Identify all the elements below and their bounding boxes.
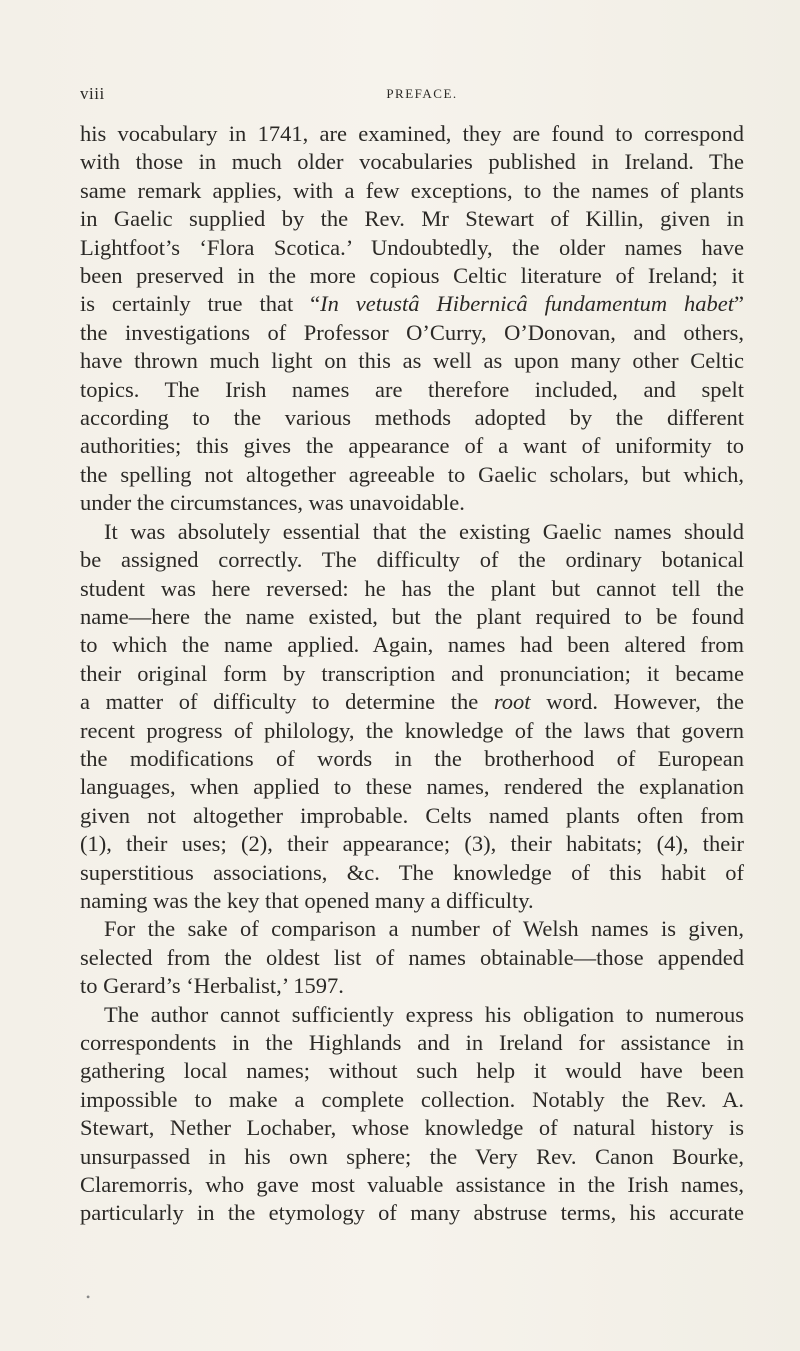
text-line: same remark applies, with a few exceptions, to the names of plants bbox=[80, 177, 744, 203]
text-run: a matter of difficulty to determine the bbox=[80, 689, 494, 715]
text-line: given not altogether improbable. Celts named plants often from bbox=[80, 802, 744, 828]
text-line: gathering local names; without such help it would have been bbox=[80, 1058, 744, 1084]
text-line: to which the name applied. Again, names had been altered from bbox=[80, 632, 744, 658]
text-line bbox=[80, 688, 744, 716]
text-line: topics. The Irish names are therefore included, and spelt bbox=[80, 376, 744, 402]
text-line: impossible to make a complete collection. Notably the Rev. A. bbox=[80, 1086, 744, 1112]
text-line: be assigned correctly. The difficulty of the ordinary botanical bbox=[80, 547, 744, 573]
text-run: is certainly true that “ bbox=[80, 291, 321, 317]
text-line: unsurpassed in his own sphere; the Very Rev. Canon Bourke, bbox=[80, 1143, 744, 1169]
text-line: recent progress of philology, the knowledge of the laws that govern bbox=[80, 717, 744, 743]
text-line: the spelling not altogether agreeable to Gaelic scholars, but which, bbox=[80, 461, 744, 487]
text-line: been preserved in the more copious Celtic literature of Ireland; it bbox=[80, 263, 744, 289]
italic-run: root bbox=[493, 689, 531, 715]
text-line: Claremorris, who gave most valuable assistance in the Irish names, bbox=[80, 1172, 744, 1198]
text-run: word. However, the bbox=[530, 689, 744, 715]
text-line: particularly in the etymology of many abstruse terms, his accurate bbox=[80, 1200, 744, 1226]
body-text bbox=[80, 120, 744, 1228]
text-line: the investigations of Professor O’Curry, O’Donovan, and others, bbox=[80, 319, 744, 345]
italic-run: In vetustâ Hibernicâ fundamentum habet bbox=[320, 291, 734, 317]
text-run: ” bbox=[734, 291, 744, 317]
text-line: The author cannot sufficiently express his obligation to numerous bbox=[104, 1001, 744, 1027]
text-line: naming was the key that opened many a difficulty. bbox=[80, 887, 534, 913]
text-line: name—here the name existed, but the plant required to be found bbox=[80, 603, 744, 629]
text-line bbox=[80, 290, 744, 318]
text-line: have thrown much light on this as well as upon many other Celtic bbox=[80, 348, 744, 374]
text-line: with those in much older vocabularies published in Ireland. The bbox=[80, 149, 744, 175]
text-line: student was here reversed: he has the plant but cannot tell the bbox=[80, 575, 744, 601]
text-line: authorities; this gives the appearance of a want of uniformity to bbox=[80, 433, 744, 459]
text-line: For the sake of comparison a number of Welsh names is given, bbox=[104, 916, 744, 942]
text-line: in Gaelic supplied by the Rev. Mr Stewart of Killin, given in bbox=[80, 206, 744, 232]
page-number: viii bbox=[80, 84, 105, 103]
stray-mark: • bbox=[86, 1290, 91, 1304]
text-line: according to the various methods adopted by the different bbox=[80, 405, 744, 431]
text-line: Stewart, Nether Lochaber, whose knowledge of natural history is bbox=[80, 1115, 744, 1141]
text-line: (1), their uses; (2), their appearance; (3), their habitats; (4), their bbox=[80, 831, 744, 857]
text-line: to Gerard’s ‘Herbalist,’ 1597. bbox=[80, 973, 344, 999]
text-line: selected from the oldest list of names obtainable—those appended bbox=[80, 944, 744, 970]
text-line: the modifications of words in the brotherhood of European bbox=[80, 745, 744, 771]
text-line: under the circumstances, was unavoidable. bbox=[80, 490, 465, 516]
text-line: his vocabulary in 1741, are examined, they are found to correspond bbox=[80, 121, 744, 146]
text-line: It was absolutely essential that the existing Gaelic names should bbox=[104, 518, 744, 544]
page-header bbox=[80, 84, 740, 108]
text-line: their original form by transcription and pronunciation; it became bbox=[80, 660, 744, 686]
text-line: correspondents in the Highlands and in Ireland for assistance in bbox=[80, 1030, 744, 1055]
text-line: languages, when applied to these names, rendered the explanation bbox=[80, 774, 744, 800]
text-line: superstitious associations, &c. The knowledge of this habit of bbox=[80, 859, 744, 885]
running-head: PREFACE. bbox=[386, 86, 458, 101]
text-line: Lightfoot’s ‘Flora Scotica.’ Undoubtedly, the older names have bbox=[80, 234, 744, 260]
